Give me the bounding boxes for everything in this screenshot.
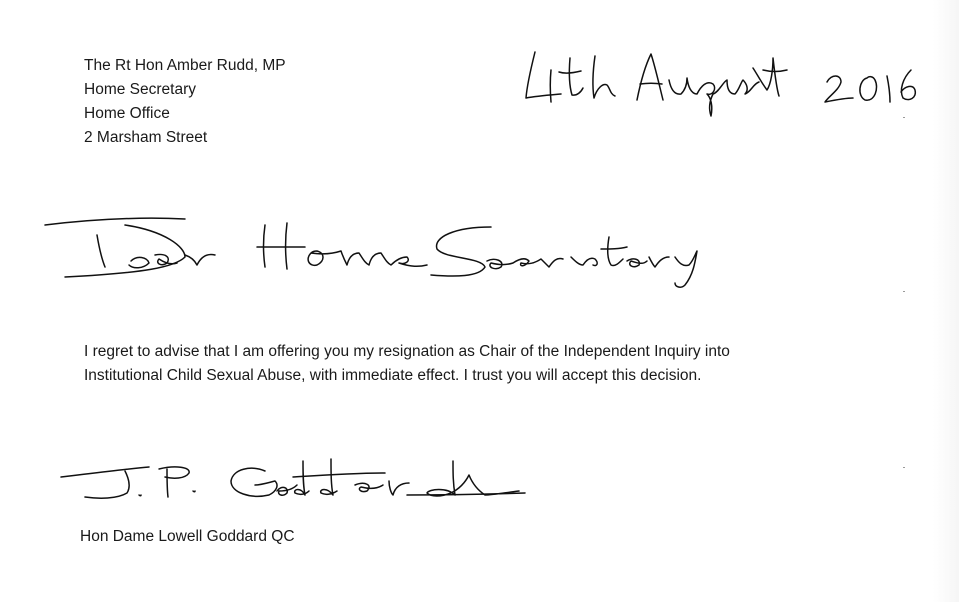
letter-body-line: Institutional Child Sexual Abuse, with immediate effect. I trust you will accept this decision.	[84, 367, 702, 384]
letter-body	[84, 340, 844, 388]
scan-speck	[903, 291, 905, 292]
scan-edge-shade	[933, 0, 959, 602]
recipient-name: The Rt Hon Amber Rudd, MP	[84, 57, 286, 74]
recipient-organisation: Home Office	[84, 105, 170, 122]
scan-speck	[903, 467, 905, 468]
recipient-address	[84, 54, 286, 150]
handwritten-date	[515, 40, 945, 120]
signer-name: Hon Dame Lowell Goddard QC	[80, 528, 295, 545]
signature-drawing	[55, 455, 535, 515]
recipient-street: 2 Marsham Street	[84, 129, 208, 146]
handwritten-salutation	[35, 205, 715, 295]
handwritten-salutation-drawing	[35, 205, 715, 295]
signature	[55, 455, 535, 515]
handwritten-date-drawing	[515, 40, 945, 120]
scan-speck	[903, 117, 905, 118]
recipient-title: Home Secretary	[84, 81, 196, 98]
letter-body-line: I regret to advise that I am offering you my resignation as Chair of the Independent Inquiry into	[84, 343, 730, 360]
